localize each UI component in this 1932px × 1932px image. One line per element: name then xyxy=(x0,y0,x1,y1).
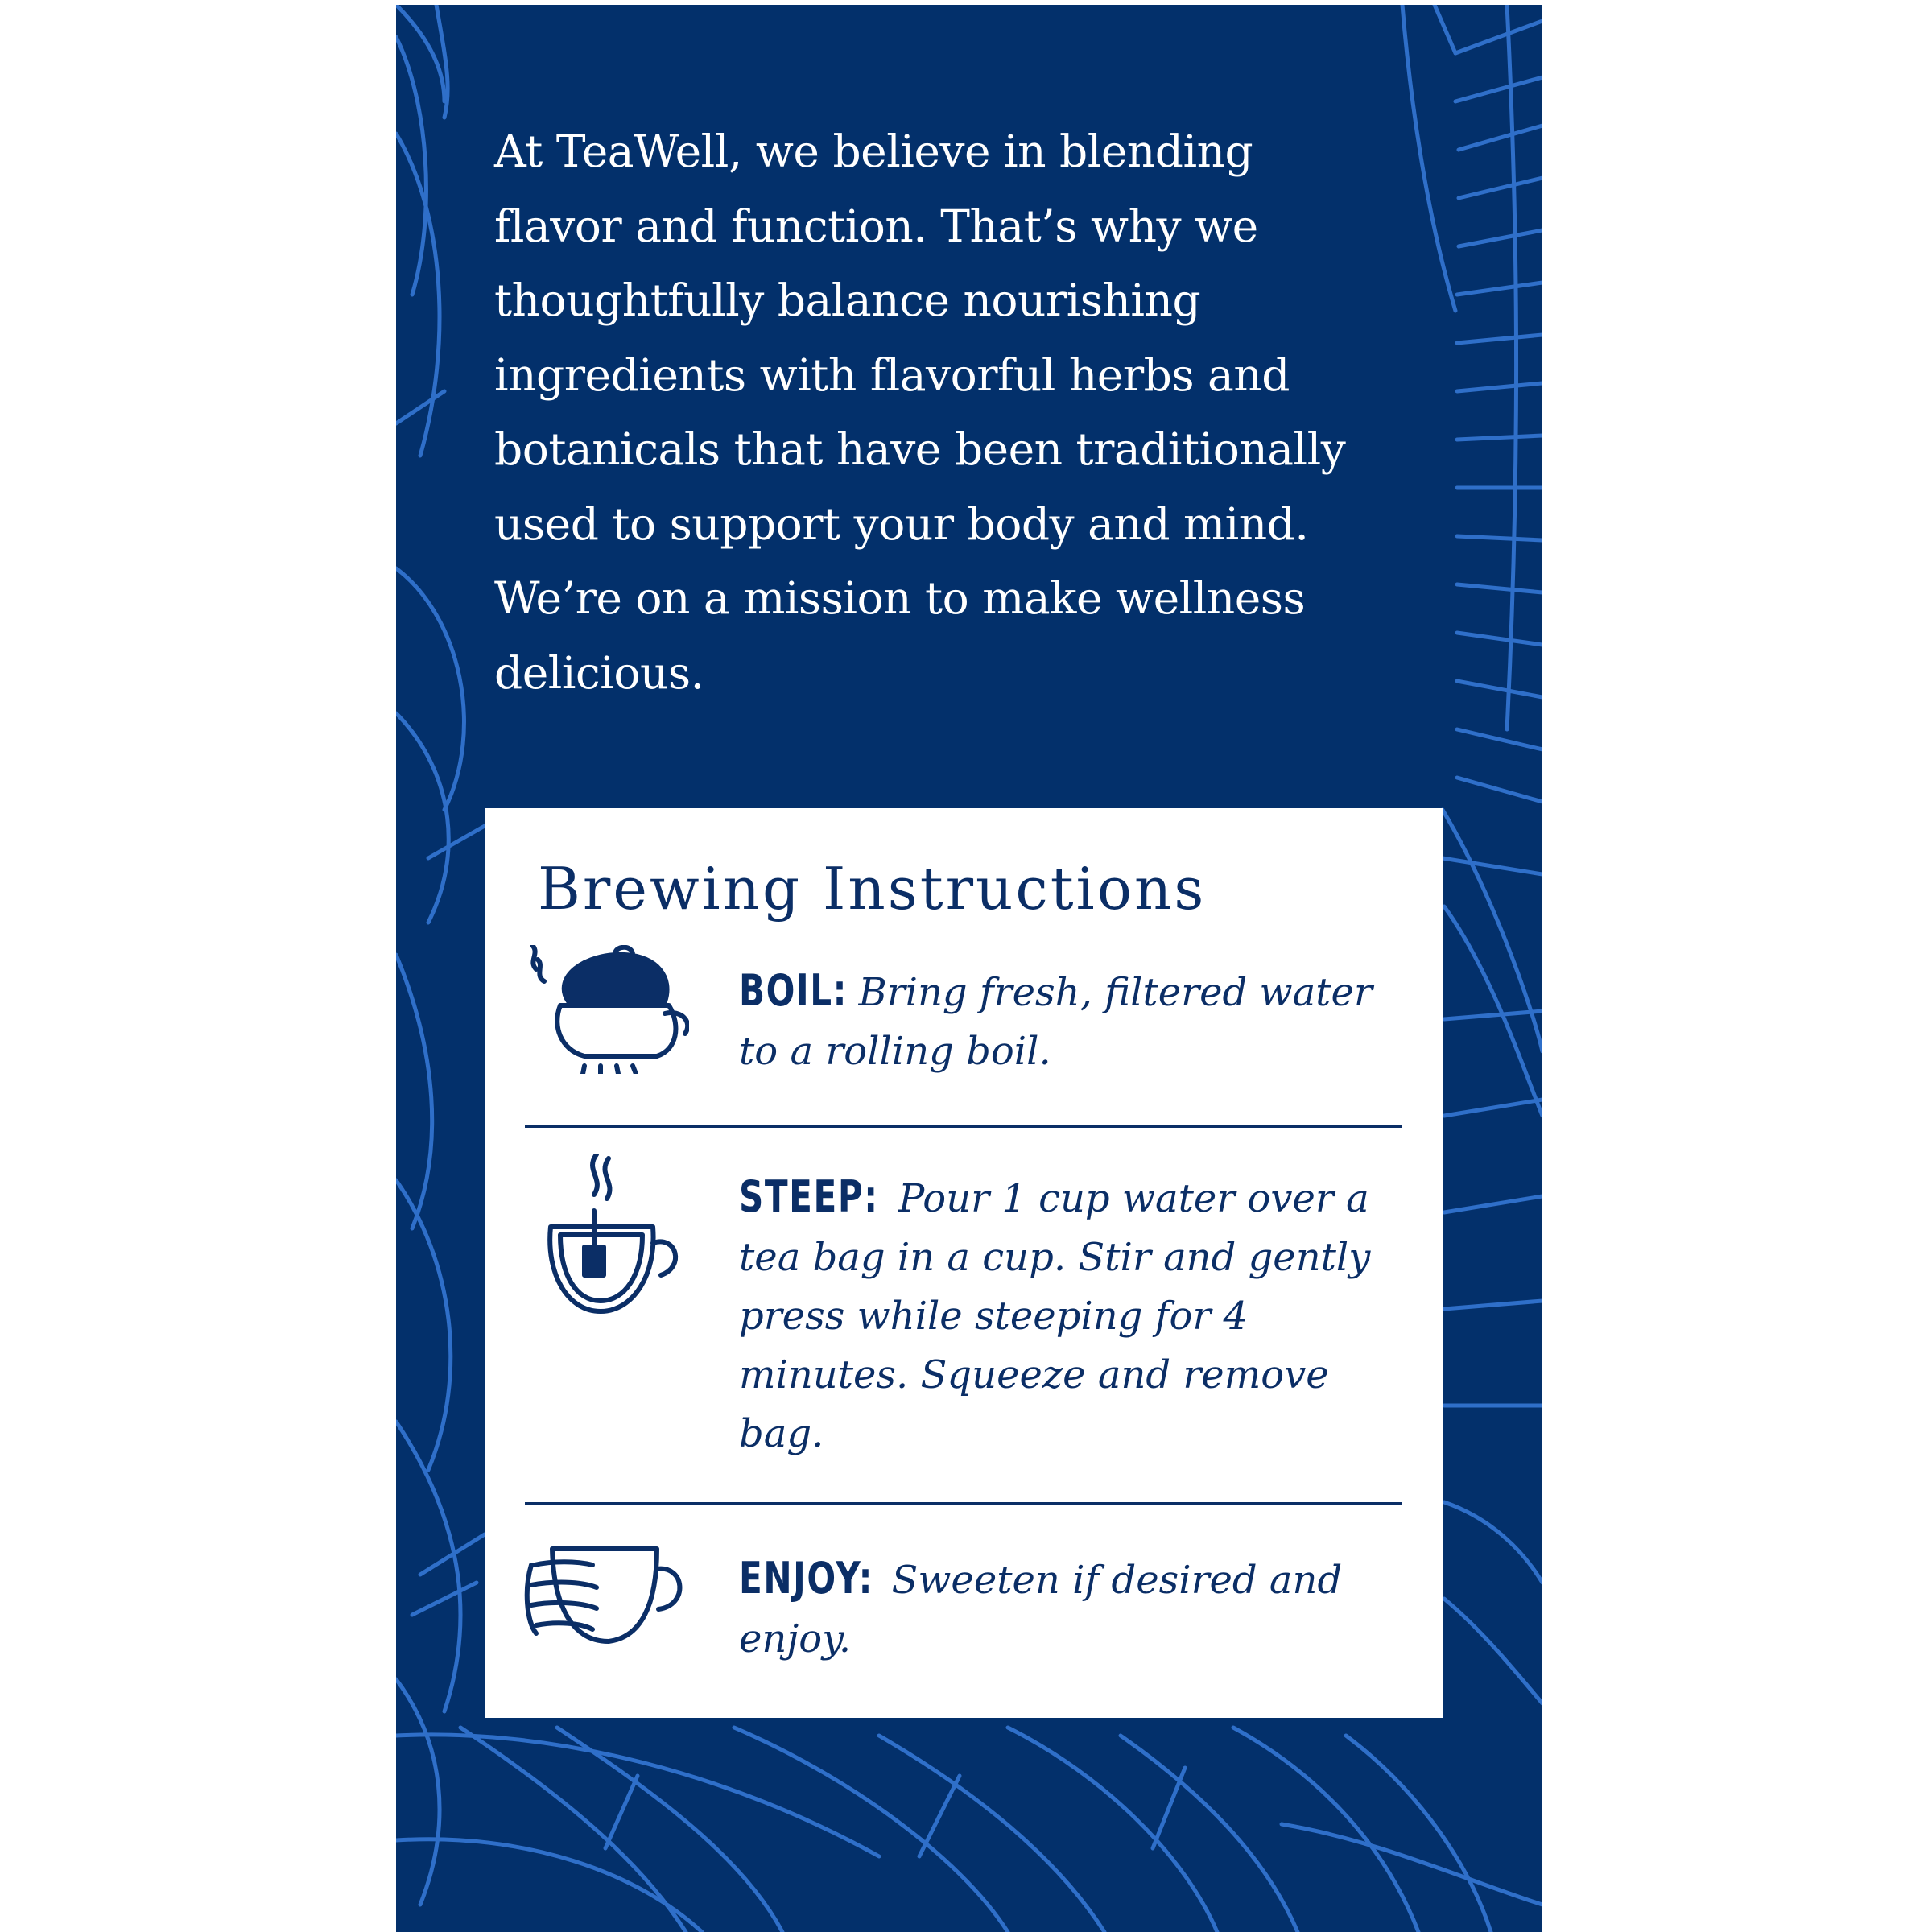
step-steep-description: Pour 1 cup water over a tea bag in a cup. Stir and gently press while steeping for 4 minutes. Squeeze and remove bag. xyxy=(739,1176,1371,1456)
step-steep-label: STEEP: xyxy=(739,1171,879,1222)
step-boil-label: BOIL: xyxy=(739,965,848,1016)
step-enjoy-text xyxy=(739,1549,1399,1669)
step-divider xyxy=(525,1502,1402,1505)
brand-mission-text: At TeaWell, we believe in blending flavor and function. That’s why we thoughtfully balance nourishing ingredients with flavorful herbs and botanicals that have been traditionally used to support your body and mind. We’re on a mission to make wellness delicious. xyxy=(494,126,1346,699)
step-divider xyxy=(525,1125,1402,1128)
step-enjoy-label: ENJOY: xyxy=(739,1553,874,1604)
hand-cup-icon xyxy=(520,1541,689,1653)
tea-cup-icon xyxy=(520,1154,689,1331)
step-boil-description: Bring fresh, filtered water to a rolling boil. xyxy=(739,970,1373,1074)
step-enjoy-description: Sweeten if desired and enjoy. xyxy=(739,1558,1343,1662)
step-steep-text xyxy=(739,1167,1399,1463)
brewing-instructions-card xyxy=(485,808,1443,1718)
brewing-instructions-title: Brewing Instructions xyxy=(538,855,1207,923)
step-boil-text xyxy=(739,961,1399,1081)
package-panel xyxy=(396,5,1542,1932)
kettle-icon xyxy=(520,945,689,1074)
